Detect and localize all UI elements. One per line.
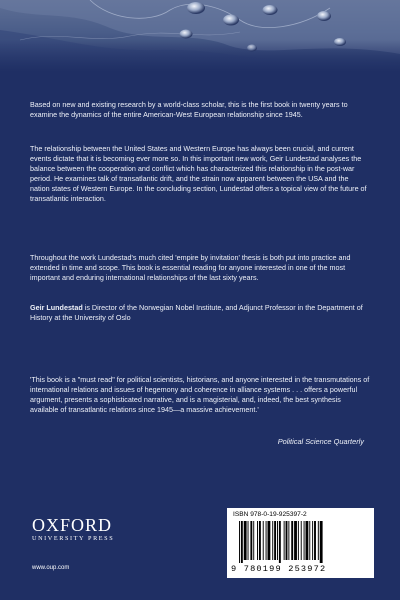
blurb-paragraph-2: The relationship between the United States and Western Europe has always been crucial, and current events dictate that it is becoming ever more so. In this important new work, Geir Lundestad analyses the balance between the cooperation and conflict which has characterized this relationship in the post-war period. He examines talk of transatlantic drift, and the strain now apparent between the USA and the nation states of Western Europe. In the concluding section, Lundestad offers a topical view of the future of transatlantic interaction. <box>30 144 367 203</box>
publisher-logo <box>32 516 114 542</box>
publisher-logo-sub: UNIVERSITY PRESS <box>32 535 115 542</box>
isbn-barcode <box>227 508 374 578</box>
publisher-logo-main: OXFORD <box>32 515 113 535</box>
review-quote: 'This book is a "must read" for political scientists, historians, and anyone interested in the transmutations of international relations and issues of hegemony and coherence in alliance systems . . . offers a powerful argument, presents a sophisticated narrative, and is a magisterial, and, indeed, the best synthesis available of transatlantic relations since 1945—a massive achievement.' <box>30 375 370 414</box>
blurb-main <box>30 144 370 204</box>
author-bio <box>30 303 370 323</box>
isbn-label: ISBN 978-0-19-925397-2 <box>233 511 307 518</box>
barcode-bars <box>237 521 365 563</box>
cover-photo-strip <box>0 0 400 72</box>
publisher-url: www.oup.com <box>32 565 70 571</box>
author-name: Geir Lundestad <box>30 303 83 312</box>
barcode-number: 9 780199 253972 <box>231 564 327 574</box>
blurb-paragraph-3: Throughout the work Lundestad's much cited 'empire by invitation' thesis is both put into practice and extended in time and scope. This book is essential reading for anyone interested in one of the most important and enduring international relationships of the last sixty years. <box>30 253 351 282</box>
author-bio-text: is Director of the Norwegian Nobel Institute, and Adjunct Professor in the Department of History at the University of Oslo <box>30 303 363 322</box>
blurb-intro <box>30 100 370 120</box>
review-source: Political Science Quarterly <box>277 437 364 446</box>
blurb-thesis <box>30 253 370 283</box>
blurb-paragraph-1: Based on new and existing research by a world-class scholar, this is the first book in twenty years to examine the dynamics of the entire American-West European relationship since 1945. <box>30 100 348 119</box>
map-rivets-image <box>0 0 400 72</box>
